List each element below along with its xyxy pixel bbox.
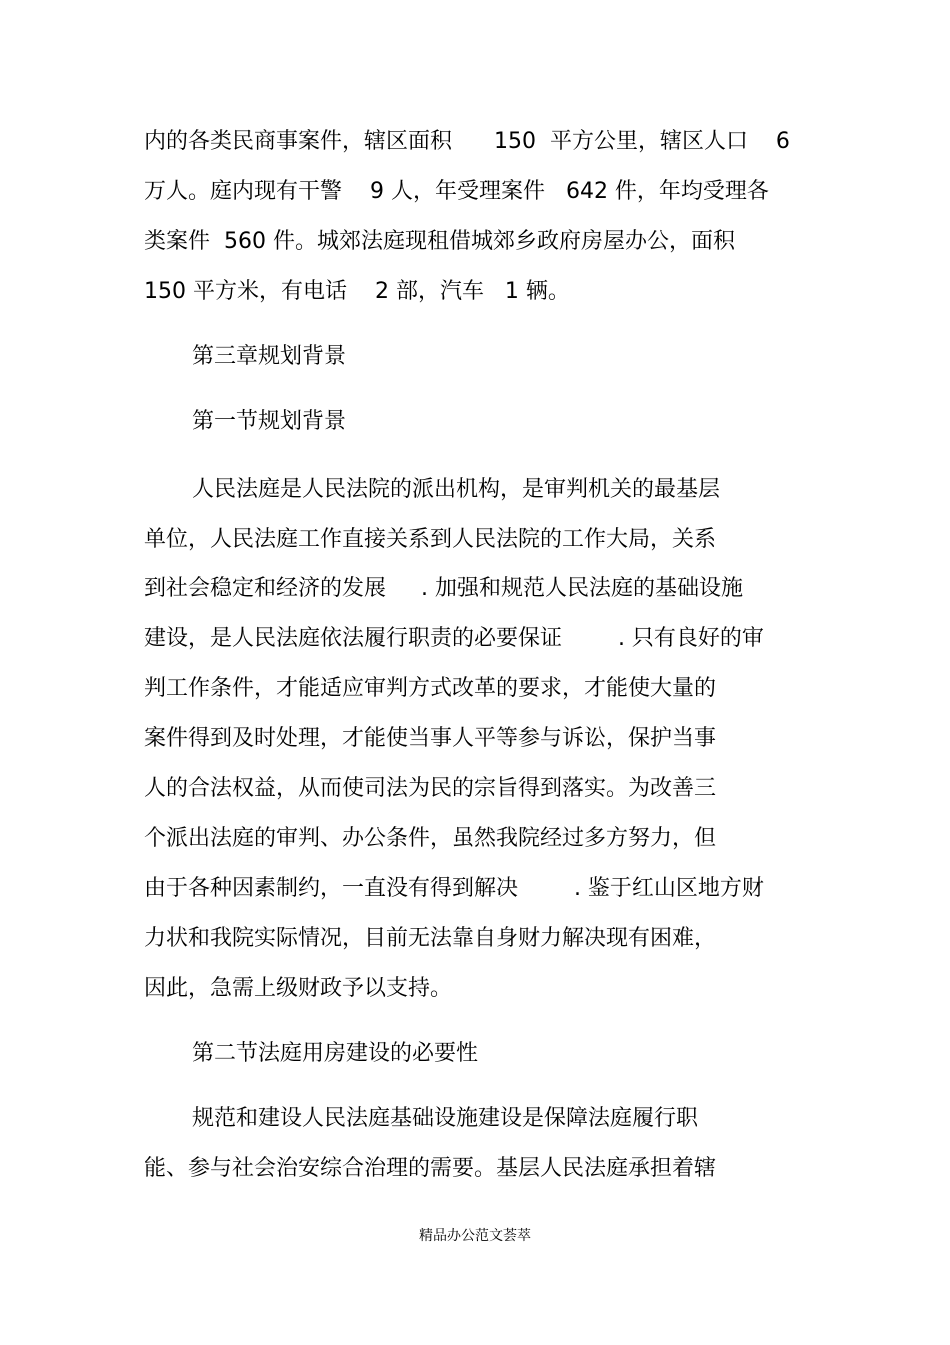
paragraph-2-line-11: 因此，急需上级财政予以支持。 xyxy=(144,976,453,1001)
paragraph-2-line-6: 案件得到及时处理，才能使当事人平等参与诉讼，保护当事 xyxy=(144,726,717,751)
paragraph-2-line-8: 个派出法庭的审判、办公条件，虽然我院经过多方努力，但 xyxy=(144,826,717,851)
paragraph-1-line-1: 内的各类民商事案件，辖区面积 150 平方公里，辖区人口 6 xyxy=(144,129,790,154)
page-footer: 精品办公范文荟萃 xyxy=(419,1228,531,1244)
paragraph-2-line-9: 由于各种因素制约，一直没有得到解决 . 鉴于红山区地方财 xyxy=(144,876,764,901)
paragraph-3-line-2: 能、参与社会治安综合治理的需要。基层人民法庭承担着辖 xyxy=(144,1156,717,1181)
paragraph-1-line-2: 万人。庭内现有干警 9 人，年受理案件 642 件，年均受理各 xyxy=(144,179,769,204)
paragraph-2-line-7: 人的合法权益，从而使司法为民的宗旨得到落实。为改善三 xyxy=(144,776,717,801)
paragraph-1-line-4: 150 平方米，有电话 2 部，汽车 1 辆。 xyxy=(144,279,570,304)
paragraph-3-line-1: 规范和建设人民法庭基础设施建设是保障法庭履行职 xyxy=(192,1106,699,1131)
section-2-heading: 第二节法庭用房建设的必要性 xyxy=(192,1041,479,1066)
paragraph-2-line-5: 判工作条件，才能适应审判方式改革的要求，才能使大量的 xyxy=(144,676,717,701)
chapter-heading: 第三章规划背景 xyxy=(192,344,347,369)
paragraph-1-line-3: 类案件 560 件。城郊法庭现租借城郊乡政府房屋办公，面积 xyxy=(144,229,735,254)
paragraph-2-line-4: 建设，是人民法庭依法履行职责的必要保证 . 只有良好的审 xyxy=(144,626,764,651)
section-1-heading: 第一节规划背景 xyxy=(192,409,347,434)
paragraph-2-line-1: 人民法庭是人民法院的派出机构，是审判机关的最基层 xyxy=(192,477,721,502)
paragraph-2-line-10: 力状和我院实际情况，目前无法靠自身财力解决现有困难， xyxy=(144,926,717,951)
paragraph-2-line-2: 单位，人民法庭工作直接关系到人民法院的工作大局，关系 xyxy=(144,527,717,552)
paragraph-2-line-3: 到社会稳定和经济的发展 . 加强和规范人民法庭的基础设施 xyxy=(144,576,743,601)
